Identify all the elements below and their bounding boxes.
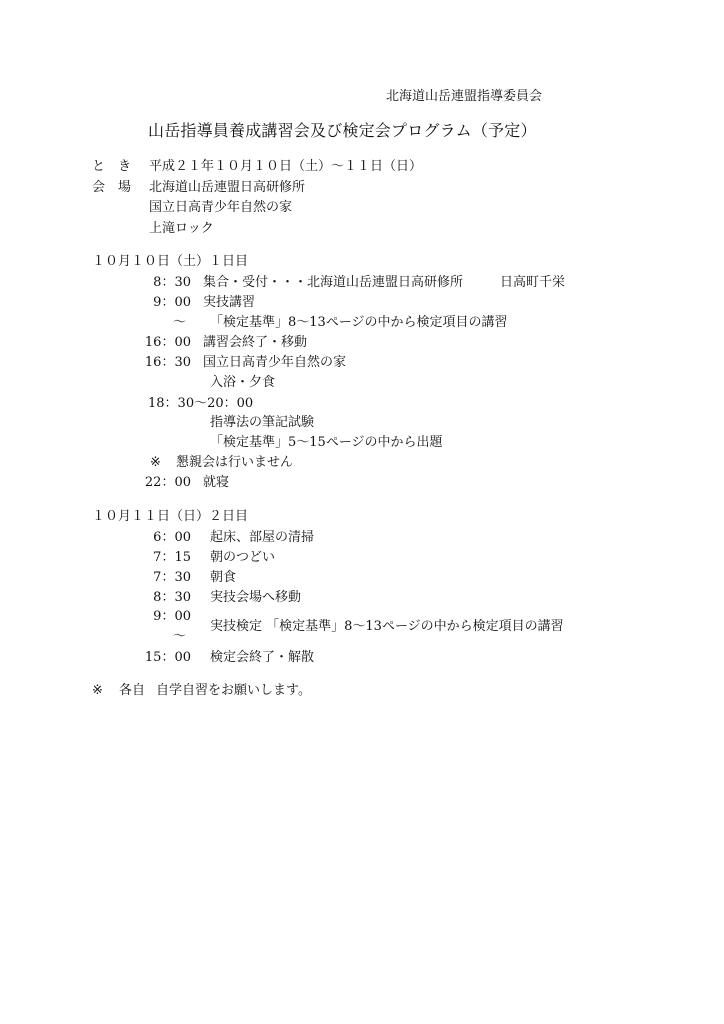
day1-time-1: 8：30: [153, 275, 191, 290]
day1-note-text: 懇親会は行いません: [176, 455, 294, 470]
day1-item-6: 入浴・夕食: [210, 375, 276, 390]
day1-time-5: 16：30: [144, 355, 191, 370]
venue-2: 国立日高青少年自然の家: [149, 200, 293, 215]
day1-item-4: 講習会終了・移動: [203, 335, 308, 350]
day1-time-11: 22：00: [144, 475, 191, 490]
footnote-text: 自学自習をお願いします。: [156, 683, 311, 698]
day2-time-4: 8：30: [153, 590, 191, 605]
day1-note-mark: ※: [150, 455, 161, 470]
day1-item-8: 指導法の筆記試験: [210, 415, 315, 430]
venue-label: 会 場: [92, 180, 132, 195]
day2-item-6: 検定会終了・解散: [210, 650, 315, 665]
day2-time-2: 7：15: [153, 550, 191, 565]
day1-time-2: 9：00: [153, 295, 191, 310]
day2-tilde: ～: [173, 629, 187, 644]
organization-name: 北海道山岳連盟指導委員会: [386, 89, 543, 104]
day1-time-7: 18：30～20：00: [148, 396, 254, 411]
day2-time-5: 9：00: [153, 609, 191, 624]
day2-item-4: 実技会場へ移動: [210, 590, 302, 605]
day1-item-9: 「検定基準」5～15ページの中から出題: [210, 435, 443, 450]
day1-item-3: 「検定基準」8～13ページの中から検定項目の講習: [210, 315, 508, 330]
day1-item-11: 就寝: [203, 475, 230, 490]
day2-item-1: 起床、部屋の清掃: [210, 530, 315, 545]
day2-item-5: 実技検定 「検定基準」8～13ページの中から検定項目の講習: [210, 619, 564, 634]
venue-1: 北海道山岳連盟日高研修所: [149, 180, 306, 195]
day2-heading: １０月１１日（日）２日目: [92, 509, 249, 524]
day1-item-1-location: 日高町千栄: [500, 275, 566, 290]
day2-time-1: 6：00: [153, 530, 191, 545]
date-label: と き: [92, 159, 132, 174]
day1-item-2: 実技講習: [203, 295, 256, 310]
day1-item-1: 集合・受付・・・北海道山岳連盟日高研修所: [203, 275, 464, 290]
footnote-mark: ※: [92, 683, 103, 698]
date-value: 平成２１年１０月１０日（土）～１１日（日）: [149, 159, 423, 174]
document-title: 山岳指導員養成講習会及び検定会プログラム（予定）: [148, 121, 537, 140]
day2-item-3: 朝食: [210, 570, 237, 585]
day1-tilde: ～: [173, 315, 187, 330]
day1-heading: １０月１０日（土）１日目: [92, 254, 249, 269]
day1-time-4: 16：00: [144, 335, 191, 350]
venue-3: 上滝ロック: [149, 221, 214, 236]
day2-time-3: 7：30: [153, 570, 191, 585]
day2-time-6: 15：00: [144, 650, 191, 665]
day1-item-5: 国立日高青少年自然の家: [203, 355, 347, 370]
day2-item-2: 朝のつどい: [210, 550, 276, 565]
footnote-label: 各自: [119, 683, 146, 698]
